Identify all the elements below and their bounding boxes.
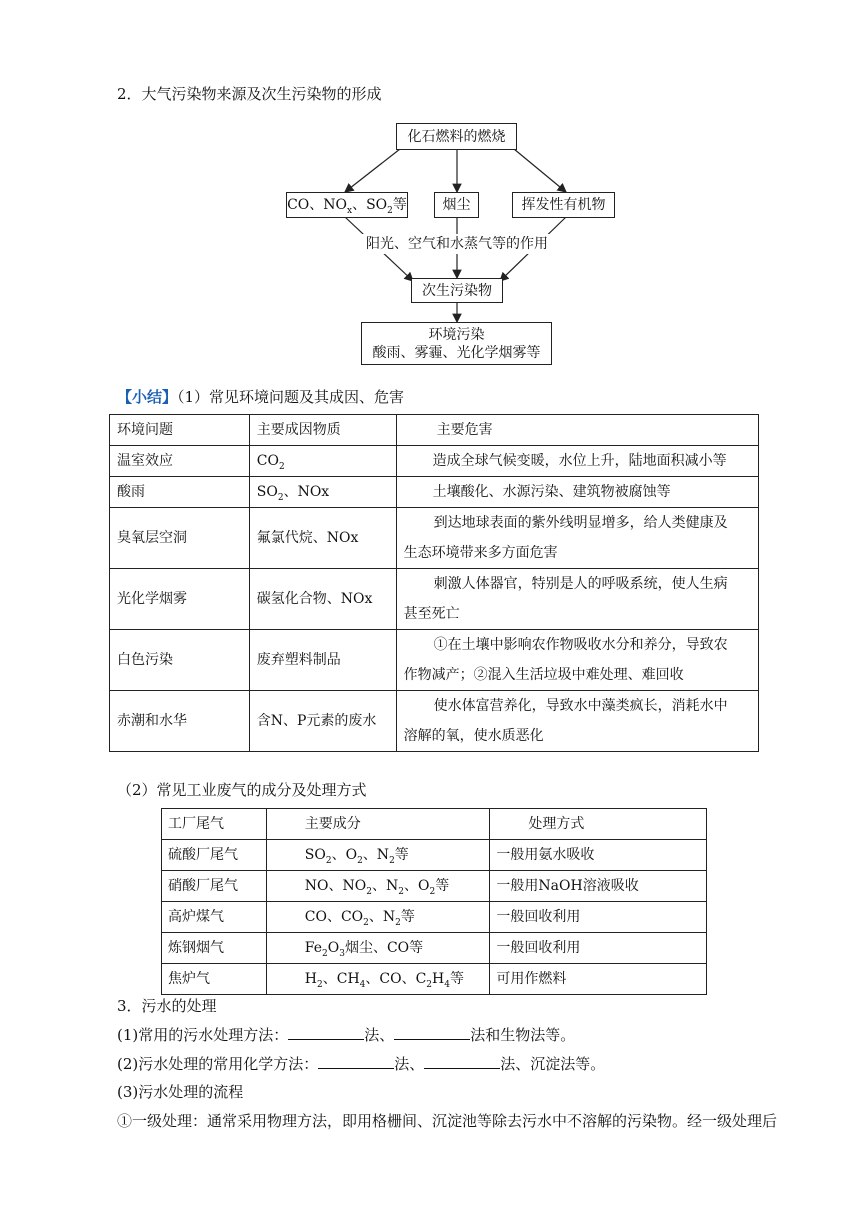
table-cell: 温室效应 — [110, 446, 250, 477]
table-cell: 赤潮和水华 — [110, 691, 250, 752]
question-2-suffix: 法、沉淀法等。 — [500, 1055, 606, 1073]
summary-heading — [117, 387, 404, 407]
table-cell: $Fe_2O_3$烟尘、CO等 — [266, 933, 490, 964]
flow-env-line2: 酸雨、雾霾、光化学烟雾等 — [372, 344, 541, 361]
table-row — [162, 871, 707, 902]
table-row — [162, 964, 707, 995]
header-cell: 主要危害 — [396, 415, 758, 446]
cell-line: 到达地球表面的紫外线明显增多，给人类健康及 — [433, 515, 728, 531]
section-title: 2．大气污染物来源及次生污染物的形成 — [117, 85, 382, 103]
table-cell: 可用作燃料 — [490, 964, 707, 995]
header-cell: 处理方式 — [490, 809, 707, 840]
header-cell: 工厂尾气 — [162, 809, 267, 840]
question-2 — [117, 1053, 605, 1074]
paragraph-1: ①一级处理：通常采用物理方法，即用格栅间、沉淀池等除去污水中不溶解的污染物。经一级处理后 — [117, 1112, 778, 1130]
table-cell: 土壤酸化、水源污染、建筑物被腐蚀等 — [396, 477, 758, 508]
table-row — [162, 840, 707, 871]
flow-condition-label: 阳光、空气和水蒸气等的作用 — [357, 234, 557, 254]
table-row — [110, 446, 759, 477]
table-cell: 碳氢化合物、NOx — [249, 569, 396, 630]
table-cell: 臭氧层空洞 — [110, 508, 250, 569]
cell-line: 使水体富营养化，导致水中藻类疯长，消耗水中 — [433, 698, 728, 714]
header-cell: 环境问题 — [110, 415, 250, 446]
table-cell — [396, 630, 758, 691]
flow-middle-box — [434, 192, 479, 218]
blank-2[interactable] — [394, 1024, 470, 1040]
table-cell: 含N、P元素的废水 — [249, 691, 396, 752]
table-row — [110, 477, 759, 508]
question-2-prefix: (2)污水处理的常用化学方法： — [117, 1055, 319, 1073]
table-cell: 一般用NaOH溶液吸收 — [490, 871, 707, 902]
table-row — [110, 569, 759, 630]
table-cell — [396, 569, 758, 630]
table-row — [110, 508, 759, 569]
table-cell: NO、$NO_2$、$N_2$、$O_2$等 — [266, 871, 490, 902]
table-cell: 硫酸厂尾气 — [162, 840, 267, 871]
flow-left-label: CO、$NO_x$、$SO_2$等 — [287, 197, 407, 216]
question-3: (3)污水处理的流程 — [117, 1083, 244, 1101]
table-cell: 焦炉气 — [162, 964, 267, 995]
summary-title: （1）常见环境问题及其成因、危害 — [177, 388, 405, 406]
flow-middle-label: 烟尘 — [442, 197, 471, 213]
header-cell: 主要成因物质 — [249, 415, 396, 446]
table-cell: 一般回收利用 — [490, 902, 707, 933]
cell-line: 生态环境带来多方面危害 — [403, 545, 558, 561]
blank-3[interactable] — [318, 1053, 394, 1069]
cell-line: 溶解的氧，使水质恶化 — [403, 728, 544, 744]
table-cell: 一般用氨水吸收 — [490, 840, 707, 871]
table-cell: 硝酸厂尾气 — [162, 871, 267, 902]
table-cell: 造成全球气候变暖，水位上升，陆地面积减小等 — [396, 446, 758, 477]
flow-right-box — [512, 192, 615, 218]
table-cell: 氟氯代烷、NOx — [249, 508, 396, 569]
flow-top-box — [396, 123, 517, 150]
table-cell: 一般回收利用 — [490, 933, 707, 964]
flow-left-box — [286, 192, 408, 218]
question-1-suffix: 法和生物法等。 — [470, 1026, 576, 1044]
cell-line: 甚至死亡 — [403, 606, 460, 622]
table-cell: 白色污染 — [110, 630, 250, 691]
question-1 — [117, 1024, 575, 1045]
question-2-mid: 法、 — [394, 1055, 425, 1073]
environment-problems-table — [109, 414, 759, 752]
blank-4[interactable] — [424, 1053, 500, 1069]
table-cell: 酸雨 — [110, 477, 250, 508]
table2-title: （2）常见工业废气的成分及处理方式 — [117, 781, 367, 799]
table-cell: 高炉煤气 — [162, 902, 267, 933]
question-1-mid: 法、 — [364, 1026, 395, 1044]
table-cell: 炼钢烟气 — [162, 933, 267, 964]
question-1-prefix: (1)常用的污水处理方法： — [117, 1026, 289, 1044]
table-cell: $H_2$、$CH_4$、CO、$C_2H_4$等 — [266, 964, 490, 995]
cell-line: 刺激人体器官，特别是人的呼吸系统，使人生病 — [433, 576, 728, 592]
header-cell: 主要成分 — [266, 809, 490, 840]
flow-right-label: 挥发性有机物 — [521, 197, 606, 213]
table-row — [110, 691, 759, 752]
table-cell — [396, 508, 758, 569]
table-cell: $CO_2$ — [249, 446, 396, 477]
flow-secondary-box — [411, 278, 503, 303]
cell-line: 作物减产；②混入生活垃圾中难处理、难回收 — [403, 667, 684, 683]
section3-title: 3．污水的处理 — [117, 997, 217, 1015]
table-row — [110, 630, 759, 691]
summary-bracket: 【小结】 — [117, 388, 178, 406]
table-cell: 光化学烟雾 — [110, 569, 250, 630]
table-header-row — [162, 809, 707, 840]
flow-top-label: 化石燃料的燃烧 — [407, 128, 506, 145]
table-cell — [396, 691, 758, 752]
industrial-gas-table — [161, 808, 707, 995]
table-header-row — [110, 415, 759, 446]
table-cell: CO、$CO_2$、$N_2$等 — [266, 902, 490, 933]
table-row — [162, 933, 707, 964]
table-row — [162, 902, 707, 933]
flow-env-line1: 环境污染 — [428, 326, 485, 343]
table-cell: 废弃塑料制品 — [249, 630, 396, 691]
table-cell: $SO_2$、$O_2$、$N_2$等 — [266, 840, 490, 871]
table-cell: $SO_2$、NOx — [249, 477, 396, 508]
flow-env-box — [361, 322, 552, 365]
flow-secondary-label: 次生污染物 — [422, 282, 492, 299]
blank-1[interactable] — [288, 1024, 364, 1040]
cell-line: ①在土壤中影响农作物吸收水分和养分，导致农 — [433, 637, 728, 653]
